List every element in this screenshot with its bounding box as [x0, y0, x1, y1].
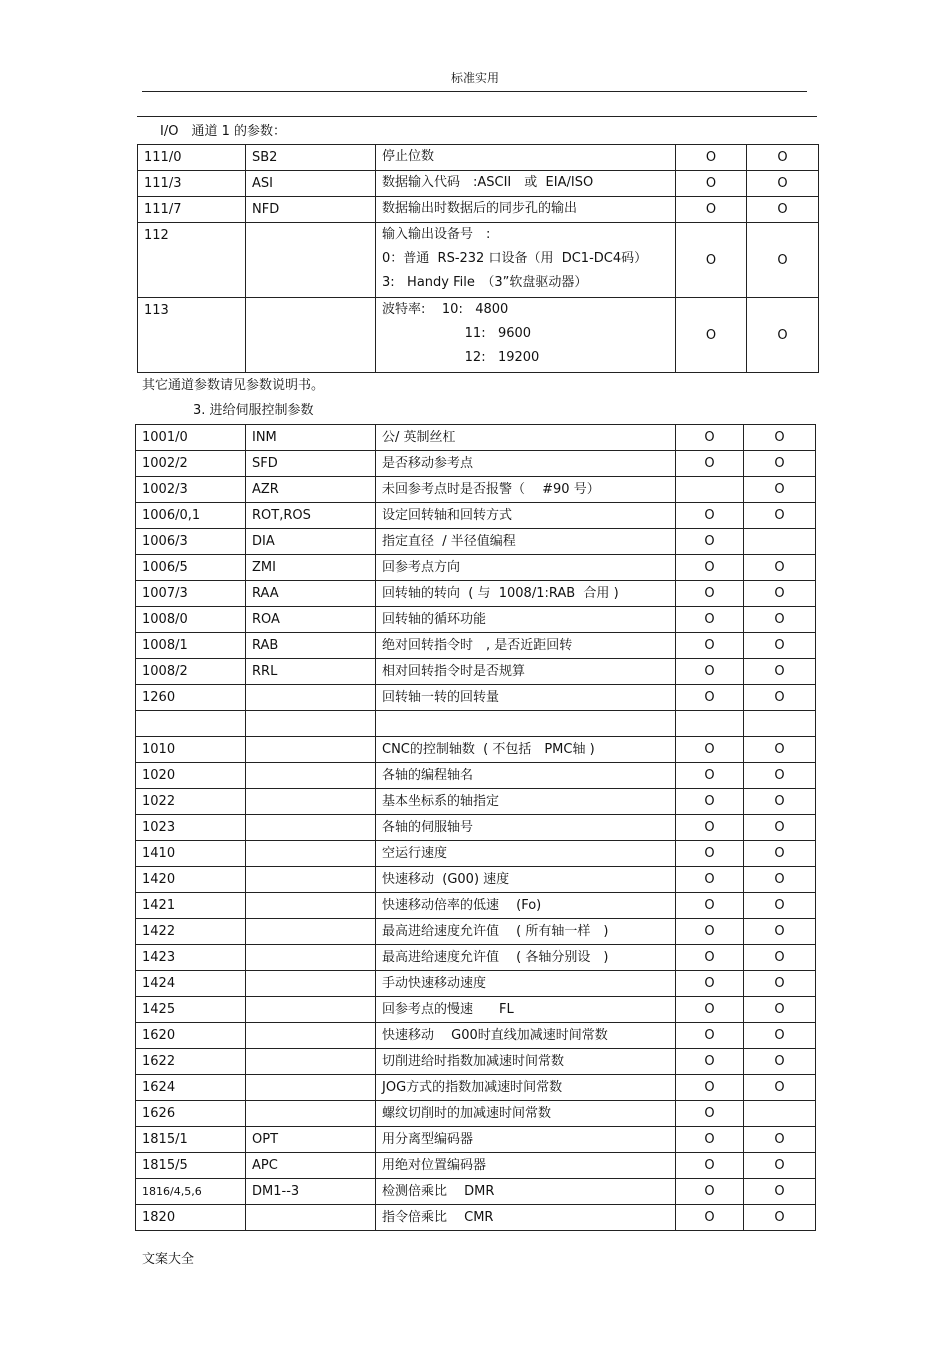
param-symbol	[246, 919, 376, 945]
param-number: 1002/2	[136, 451, 246, 477]
table-row	[136, 737, 816, 763]
param-symbol: OPT	[246, 1127, 376, 1153]
param-number: 1002/3	[136, 477, 246, 503]
mark-col-2: O	[744, 1205, 816, 1231]
mark-col-2: O	[744, 971, 816, 997]
param-description: 指定直径 / 半径值编程	[376, 529, 676, 555]
mark-col-1: O	[676, 197, 747, 223]
mark-col-1: O	[676, 997, 744, 1023]
table-row	[136, 1127, 816, 1153]
param-symbol	[246, 763, 376, 789]
table-row	[136, 477, 816, 503]
mark-col-1: O	[676, 581, 744, 607]
param-description: 用分离型编码器	[376, 1127, 676, 1153]
param-description: 相对回转指令时是否规算	[376, 659, 676, 685]
description-line: 3: Handy File （3”软盘驱动器）	[382, 275, 588, 290]
mark-col-2: O	[744, 789, 816, 815]
param-description: 快速移动倍率的低速 (Fo)	[376, 893, 676, 919]
mark-col-2	[744, 711, 816, 737]
mark-col-1: O	[676, 867, 744, 893]
section1-note: 其它通道参数请见参数说明书。	[142, 378, 325, 393]
param-description: 手动快速移动速度	[376, 971, 676, 997]
param-number: 1007/3	[136, 581, 246, 607]
param-description: 回转轴一转的回转量	[376, 685, 676, 711]
mark-col-1: O	[676, 1101, 744, 1127]
param-symbol	[246, 1205, 376, 1231]
param-number: 1424	[136, 971, 246, 997]
table-row	[136, 1179, 816, 1205]
param-number: 1006/0,1	[136, 503, 246, 529]
mark-col-2: O	[744, 1075, 816, 1101]
param-number: 1006/3	[136, 529, 246, 555]
mark-col-1: O	[676, 763, 744, 789]
param-number: 1815/5	[136, 1153, 246, 1179]
mark-col-1: O	[676, 298, 747, 373]
description-line: 11: 9600	[382, 326, 532, 341]
mark-col-1: O	[676, 737, 744, 763]
page-footer: 文案大全	[142, 1252, 195, 1267]
section1-caption: I/O 通道 1 的参数：	[160, 124, 286, 139]
mark-col-2: O	[744, 997, 816, 1023]
param-number: 1620	[136, 1023, 246, 1049]
param-description: 未回参考点时是否报警（ #90 号）	[376, 477, 676, 503]
mark-col-1: O	[676, 1153, 744, 1179]
mark-col-1: O	[676, 685, 744, 711]
param-symbol	[246, 1101, 376, 1127]
table-row	[136, 997, 816, 1023]
param-symbol	[246, 1075, 376, 1101]
param-symbol	[246, 997, 376, 1023]
param-symbol	[246, 789, 376, 815]
mark-col-2: O	[747, 171, 819, 197]
param-description: 是否移动参考点	[376, 451, 676, 477]
param-number: 111/3	[138, 171, 246, 197]
param-description: 回转轴的转向 ( 与 1008/1:RAB 合用 )	[376, 581, 676, 607]
table-row	[138, 298, 819, 373]
header-rule	[142, 91, 807, 92]
param-number: 1421	[136, 893, 246, 919]
mark-col-2: O	[744, 945, 816, 971]
param-number: 1008/1	[136, 633, 246, 659]
mark-col-2: O	[744, 1023, 816, 1049]
table-row	[136, 1153, 816, 1179]
param-symbol: RAA	[246, 581, 376, 607]
param-symbol: ASI	[246, 171, 376, 197]
param-symbol	[246, 945, 376, 971]
param-description: 回参考点方向	[376, 555, 676, 581]
table-row	[136, 607, 816, 633]
param-symbol: ZMI	[246, 555, 376, 581]
param-number: 1422	[136, 919, 246, 945]
param-description: 最高进给速度允许值 ( 各轴分别设 )	[376, 945, 676, 971]
mark-col-2: O	[747, 145, 819, 171]
mark-col-1: O	[676, 1127, 744, 1153]
mark-col-2: O	[744, 763, 816, 789]
param-number: 1425	[136, 997, 246, 1023]
param-description	[376, 197, 676, 223]
param-number: 1022	[136, 789, 246, 815]
param-symbol	[246, 737, 376, 763]
mark-col-2: O	[744, 737, 816, 763]
param-number: 112	[138, 223, 246, 298]
param-description: 基本坐标系的轴指定	[376, 789, 676, 815]
mark-col-1: O	[676, 971, 744, 997]
mark-col-1: O	[676, 919, 744, 945]
param-symbol: ROA	[246, 607, 376, 633]
param-symbol: DIA	[246, 529, 376, 555]
param-symbol: SFD	[246, 451, 376, 477]
param-description: 各轴的编程轴名	[376, 763, 676, 789]
param-number: 1420	[136, 867, 246, 893]
param-symbol	[246, 685, 376, 711]
param-description: 公/ 英制丝杠	[376, 425, 676, 451]
param-symbol	[246, 841, 376, 867]
param-description	[376, 171, 676, 197]
param-symbol: APC	[246, 1153, 376, 1179]
feed-servo-table	[135, 424, 816, 1231]
mark-col-1: O	[676, 659, 744, 685]
param-symbol: INM	[246, 425, 376, 451]
param-symbol	[246, 1049, 376, 1075]
mark-col-1: O	[676, 503, 744, 529]
mark-col-2: O	[744, 503, 816, 529]
param-symbol: SB2	[246, 145, 376, 171]
mark-col-2: O	[744, 425, 816, 451]
param-description: 绝对回转指令时 , 是否近距回转	[376, 633, 676, 659]
mark-col-1: O	[676, 145, 747, 171]
mark-col-2: O	[744, 633, 816, 659]
param-symbol	[246, 971, 376, 997]
table-row	[138, 223, 819, 298]
param-symbol: ROT,ROS	[246, 503, 376, 529]
table-row	[136, 711, 816, 737]
table-row	[136, 451, 816, 477]
param-symbol	[246, 867, 376, 893]
param-number: 1423	[136, 945, 246, 971]
param-number: 1820	[136, 1205, 246, 1231]
description-line: 数据输出时数据后的同步孔的输出	[382, 201, 578, 216]
mark-col-1: O	[676, 633, 744, 659]
table-row	[136, 503, 816, 529]
header-rule-2	[137, 116, 817, 117]
param-number: 1008/2	[136, 659, 246, 685]
table-row	[136, 763, 816, 789]
param-description: JOG方式的指数加减速时间常数	[376, 1075, 676, 1101]
table-row	[136, 867, 816, 893]
param-symbol	[246, 815, 376, 841]
param-description: 最高进给速度允许值 ( 所有轴一样 )	[376, 919, 676, 945]
description-line: 输入输出设备号 :	[382, 227, 491, 242]
table-row	[136, 789, 816, 815]
param-description: 设定回转轴和回转方式	[376, 503, 676, 529]
mark-col-1: O	[676, 945, 744, 971]
param-number: 1816/4,5,6	[136, 1179, 246, 1205]
param-number: 1006/5	[136, 555, 246, 581]
param-description	[376, 711, 676, 737]
mark-col-2	[744, 1101, 816, 1127]
mark-col-1: O	[676, 555, 744, 581]
param-symbol	[246, 298, 376, 373]
param-symbol: NFD	[246, 197, 376, 223]
param-number: 1410	[136, 841, 246, 867]
param-description: 切削进给时指数加减速时间常数	[376, 1049, 676, 1075]
table-row	[136, 581, 816, 607]
param-number: 1001/0	[136, 425, 246, 451]
mark-col-1: O	[676, 607, 744, 633]
mark-col-2: O	[744, 685, 816, 711]
param-number	[136, 711, 246, 737]
param-description: 用绝对位置编码器	[376, 1153, 676, 1179]
mark-col-1	[676, 711, 744, 737]
mark-col-2: O	[744, 659, 816, 685]
mark-col-1: O	[676, 529, 744, 555]
param-description: 螺纹切削时的加减速时间常数	[376, 1101, 676, 1127]
table-row	[136, 815, 816, 841]
param-number: 1626	[136, 1101, 246, 1127]
param-number: 1260	[136, 685, 246, 711]
description-line: 数据输入代码 :ASCII 或 EIA/ISO	[382, 175, 594, 190]
param-description: 快速移动 (G00) 速度	[376, 867, 676, 893]
table-row	[136, 841, 816, 867]
param-description	[376, 298, 676, 373]
param-number: 1624	[136, 1075, 246, 1101]
table-row	[136, 971, 816, 997]
table-row	[136, 893, 816, 919]
mark-col-2: O	[744, 451, 816, 477]
param-number: 1010	[136, 737, 246, 763]
mark-col-2: O	[744, 1127, 816, 1153]
param-symbol: RAB	[246, 633, 376, 659]
table-row	[136, 685, 816, 711]
param-number: 113	[138, 298, 246, 373]
table-row	[136, 633, 816, 659]
description-line: 0：普通 RS-232 口设备（用 DC1-DC4码）	[382, 251, 648, 266]
section2-caption: 3. 进给伺服控制参数	[193, 403, 314, 418]
param-number: 1023	[136, 815, 246, 841]
table-row	[136, 1101, 816, 1127]
description-line: 波特率: 10: 4800	[382, 302, 509, 317]
param-description: CNC的控制轴数 ( 不包括 PMC轴 )	[376, 737, 676, 763]
table-row	[136, 555, 816, 581]
table-row	[138, 145, 819, 171]
mark-col-2: O	[744, 1049, 816, 1075]
mark-col-1: O	[676, 1023, 744, 1049]
mark-col-2: O	[744, 477, 816, 503]
param-symbol	[246, 893, 376, 919]
param-description: 回转轴的循环功能	[376, 607, 676, 633]
param-symbol: AZR	[246, 477, 376, 503]
table-row	[136, 659, 816, 685]
mark-col-1: O	[676, 1049, 744, 1075]
table-row	[136, 1205, 816, 1231]
mark-col-2: O	[747, 197, 819, 223]
mark-col-2: O	[744, 1179, 816, 1205]
param-description: 空运行速度	[376, 841, 676, 867]
param-number: 1020	[136, 763, 246, 789]
table-row	[136, 1075, 816, 1101]
mark-col-1	[676, 477, 744, 503]
table-row	[136, 425, 816, 451]
param-description: 快速移动 G00时直线加减速时间常数	[376, 1023, 676, 1049]
mark-col-1: O	[676, 789, 744, 815]
param-description: 回参考点的慢速 FL	[376, 997, 676, 1023]
mark-col-2	[744, 529, 816, 555]
param-number: 1008/0	[136, 607, 246, 633]
mark-col-1: O	[676, 1205, 744, 1231]
description-line: 12: 19200	[382, 350, 540, 365]
param-symbol	[246, 223, 376, 298]
mark-col-1: O	[676, 223, 747, 298]
mark-col-1: O	[676, 893, 744, 919]
description-line: 停止位数	[382, 149, 435, 164]
mark-col-2: O	[744, 1153, 816, 1179]
table-row	[136, 1023, 816, 1049]
mark-col-2: O	[744, 841, 816, 867]
param-symbol: DM1--3	[246, 1179, 376, 1205]
mark-col-1: O	[676, 171, 747, 197]
param-description	[376, 223, 676, 298]
param-description: 各轴的伺服轴号	[376, 815, 676, 841]
table-row	[138, 197, 819, 223]
mark-col-2: O	[744, 815, 816, 841]
mark-col-2: O	[744, 581, 816, 607]
param-number: 1815/1	[136, 1127, 246, 1153]
mark-col-1: O	[676, 1179, 744, 1205]
mark-col-2: O	[744, 555, 816, 581]
mark-col-1: O	[676, 841, 744, 867]
table-row	[136, 1049, 816, 1075]
mark-col-2: O	[747, 298, 819, 373]
param-symbol: RRL	[246, 659, 376, 685]
table-row	[138, 171, 819, 197]
mark-col-2: O	[747, 223, 819, 298]
mark-col-2: O	[744, 607, 816, 633]
param-symbol	[246, 1023, 376, 1049]
io-channel-table	[137, 144, 819, 373]
mark-col-1: O	[676, 451, 744, 477]
table-row	[136, 919, 816, 945]
param-description	[376, 145, 676, 171]
param-description: 检测倍乘比 DMR	[376, 1179, 676, 1205]
mark-col-2: O	[744, 867, 816, 893]
param-symbol	[246, 711, 376, 737]
mark-col-2: O	[744, 893, 816, 919]
param-number: 111/7	[138, 197, 246, 223]
mark-col-1: O	[676, 1075, 744, 1101]
page-header: 标准实用	[450, 71, 499, 85]
param-number: 111/0	[138, 145, 246, 171]
table-row	[136, 529, 816, 555]
mark-col-1: O	[676, 425, 744, 451]
table-row	[136, 945, 816, 971]
mark-col-2: O	[744, 919, 816, 945]
mark-col-1: O	[676, 815, 744, 841]
param-number: 1622	[136, 1049, 246, 1075]
param-description: 指令倍乘比 CMR	[376, 1205, 676, 1231]
